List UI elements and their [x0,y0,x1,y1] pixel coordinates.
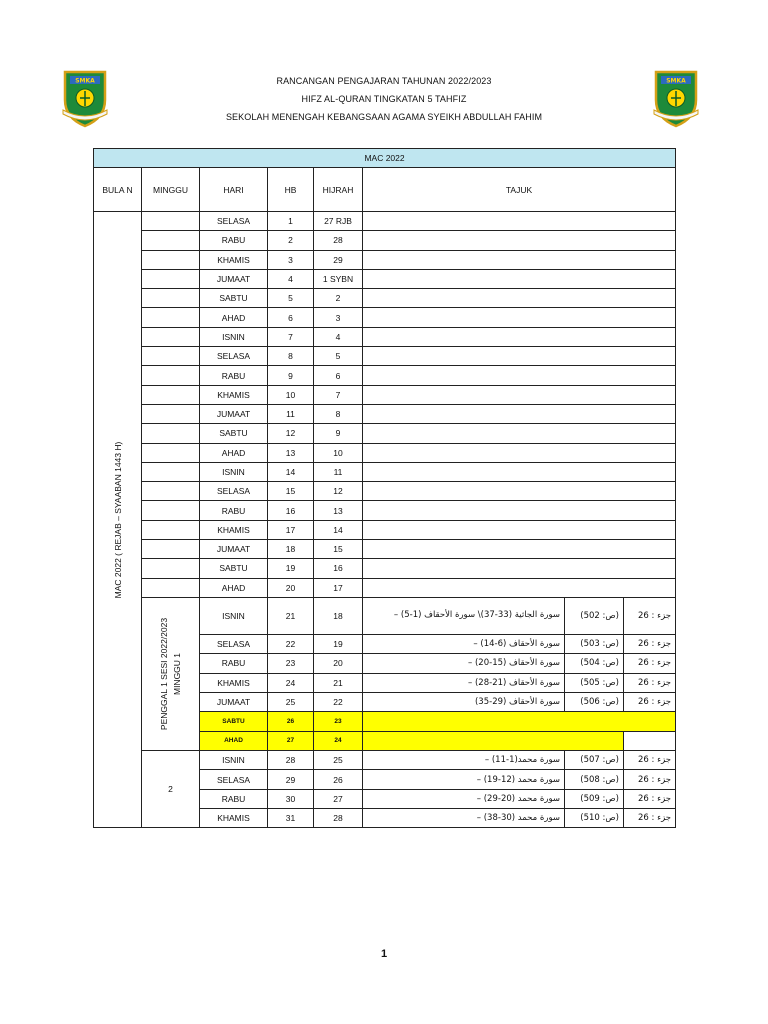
minggu-cell [142,540,200,559]
table-row [94,540,676,559]
page-cell: (ص: 504) [565,654,624,673]
table-row [94,597,676,634]
minggu-cell [142,443,200,462]
tajuk-cell [363,424,676,443]
hb-cell: 1 [268,212,314,231]
bulan-label: MAC 2022 ( REJAB – SYAABAN 1443 H) [112,441,123,598]
tajuk-cell [363,520,676,539]
minggu-cell [142,327,200,346]
minggu-1-label-wrap [144,598,197,750]
juz-cell: جزء : 26 [624,673,676,692]
hari-cell: SELASA [200,212,268,231]
hb-cell: 15 [268,482,314,501]
tajuk-cell [363,269,676,288]
bulan-cell [94,212,142,828]
minggu-cell [142,347,200,366]
hari-cell: JUMAAT [200,404,268,423]
juz-cell: جزء : 26 [624,809,676,828]
surah-cell: سورة محمد (20-29) – [363,789,565,808]
table-row [94,751,676,770]
hb-cell: 17 [268,520,314,539]
hijrah-cell: 3 [314,308,363,327]
hijrah-cell: 4 [314,327,363,346]
hb-cell: 13 [268,443,314,462]
minggu-cell [142,250,200,269]
tajuk-cell [363,385,676,404]
hb-cell: 10 [268,385,314,404]
tajuk-cell [363,289,676,308]
tajuk-cell [363,404,676,423]
minggu-cell [142,231,200,250]
table-row [94,501,676,520]
juz-cell: جزء : 26 [624,634,676,653]
hari-cell: KHAMIS [200,385,268,404]
header-hijrah: HIJRAH [314,168,363,212]
hijrah-cell: 27 [314,789,363,808]
minggu-cell [142,482,200,501]
header-hb: HB [268,168,314,212]
hari-cell: JUMAAT [200,269,268,288]
surah-cell: سورة محمد (12-19) – [363,770,565,789]
header-minggu: MINGGU [142,168,200,212]
bulan-label-wrap [96,212,139,827]
tajuk-cell [363,482,676,501]
table-row [94,231,676,250]
school-crest-logo-left [60,66,110,128]
teaching-plan-table [93,148,676,828]
hari-cell: ISNIN [200,751,268,770]
header-line-3: SEKOLAH MENENGAH KEBANGSAAN AGAMA SYEIKH ABDULLAH FAHIM [225,112,543,122]
hijrah-cell: 17 [314,578,363,597]
hijrah-cell: 13 [314,501,363,520]
hijrah-cell: 11 [314,462,363,481]
tajuk-cell [363,559,676,578]
hari-cell: SELASA [200,770,268,789]
minggu-1-label-week: MINGGU 1 [171,653,182,696]
table-row [94,482,676,501]
tajuk-cell [363,731,624,751]
surah-cell: سورة محمد(1-11) – [363,751,565,770]
hb-cell: 6 [268,308,314,327]
hari-cell: JUMAAT [200,692,268,711]
juz-cell [624,731,676,751]
minggu-cell [142,578,200,597]
hijrah-cell: 23 [314,712,363,732]
hijrah-cell: 6 [314,366,363,385]
hijrah-cell: 27 RJB [314,212,363,231]
hijrah-cell: 9 [314,424,363,443]
hari-cell: SELASA [200,634,268,653]
juz-cell: جزء : 26 [624,654,676,673]
hijrah-cell: 1 SYBN [314,269,363,288]
hari-cell: AHAD [200,443,268,462]
hijrah-cell: 2 [314,289,363,308]
tajuk-cell [363,540,676,559]
hari-cell: SABTU [200,559,268,578]
hb-cell: 27 [268,731,314,751]
juz-cell: جزء : 26 [624,692,676,711]
juz-cell: جزء : 26 [624,770,676,789]
header-line-1: RANCANGAN PENGAJARAN TAHUNAN 2022/2023 [276,76,492,86]
school-crest-logo-right [651,66,701,128]
hb-cell: 9 [268,366,314,385]
table-row [94,366,676,385]
hb-cell: 23 [268,654,314,673]
hari-cell: AHAD [200,308,268,327]
table-row [94,559,676,578]
page-cell: (ص: 503) [565,634,624,653]
minggu-1-label [158,618,184,730]
table-row [94,289,676,308]
tajuk-cell [363,308,676,327]
hb-cell: 19 [268,559,314,578]
header-line-2: HIFZ AL-QURAN TINGKATAN 5 TAHFIZ [301,94,467,104]
header-bulan: BULA N [94,168,142,212]
hb-cell: 22 [268,634,314,653]
juz-cell: جزء : 26 [624,597,676,634]
hijrah-cell: 15 [314,540,363,559]
hijrah-cell: 16 [314,559,363,578]
page-cell: (ص: 510) [565,809,624,828]
hari-cell: ISNIN [200,597,268,634]
hijrah-cell: 7 [314,385,363,404]
surah-cell: سورة الأحقاف (15-20) – [363,654,565,673]
hijrah-cell: 22 [314,692,363,711]
crest-text-left: SMKA [75,77,95,85]
minggu-cell [142,462,200,481]
hari-cell: RABU [200,366,268,385]
hb-cell: 3 [268,250,314,269]
hari-cell: ISNIN [200,327,268,346]
minggu-cell [142,212,200,231]
table-row [94,443,676,462]
minggu-cell [142,308,200,327]
hb-cell: 30 [268,789,314,808]
tajuk-cell [363,712,676,732]
hijrah-cell: 14 [314,520,363,539]
minggu-cell [142,559,200,578]
hb-cell: 16 [268,501,314,520]
table-row [94,347,676,366]
minggu-cell [142,520,200,539]
hari-cell: RABU [200,501,268,520]
tajuk-cell [363,501,676,520]
hari-cell: SABTU [200,289,268,308]
hijrah-cell: 29 [314,250,363,269]
hijrah-cell: 24 [314,731,363,751]
hb-cell: 7 [268,327,314,346]
hari-cell: SELASA [200,347,268,366]
minggu-cell [142,404,200,423]
hb-cell: 25 [268,692,314,711]
minggu-1-label-penggal: PENGGAL 1 SESI 2022/2023 [158,617,169,731]
hb-cell: 2 [268,231,314,250]
hb-cell: 18 [268,540,314,559]
hb-cell: 28 [268,751,314,770]
minggu-cell [142,289,200,308]
hb-cell: 4 [268,269,314,288]
tajuk-cell [363,462,676,481]
hari-cell: KHAMIS [200,809,268,828]
hari-cell: RABU [200,789,268,808]
table-row [94,424,676,443]
juz-cell: جزء : 26 [624,789,676,808]
hijrah-cell: 8 [314,404,363,423]
page-cell: (ص: 509) [565,789,624,808]
hb-cell: 31 [268,809,314,828]
table-row [94,269,676,288]
minggu-2-cell: 2 [142,751,200,828]
header-hari: HARI [200,168,268,212]
table-row [94,385,676,404]
page-cell: (ص: 507) [565,751,624,770]
hijrah-cell: 28 [314,231,363,250]
hari-cell: ISNIN [200,462,268,481]
table-row [94,327,676,346]
minggu-cell [142,385,200,404]
table-row [94,520,676,539]
hari-cell: KHAMIS [200,520,268,539]
hari-cell: RABU [200,654,268,673]
tajuk-cell [363,443,676,462]
table-row [94,578,676,597]
tajuk-cell [363,231,676,250]
hb-cell: 20 [268,578,314,597]
page-number: 1 [380,948,388,960]
table-row [94,212,676,231]
surah-cell: سورة محمد (30-38) – [363,809,565,828]
hijrah-cell: 18 [314,597,363,634]
hb-cell: 29 [268,770,314,789]
minggu-cell [142,366,200,385]
juz-cell: جزء : 26 [624,751,676,770]
crest-text-right: SMKA [666,77,686,85]
tajuk-cell [363,212,676,231]
hari-cell: AHAD [200,578,268,597]
hari-cell: KHAMIS [200,250,268,269]
hijrah-cell: 28 [314,809,363,828]
hari-cell: JUMAAT [200,540,268,559]
hari-cell: KHAMIS [200,673,268,692]
hijrah-cell: 5 [314,347,363,366]
tajuk-cell [363,250,676,269]
hijrah-cell: 10 [314,443,363,462]
month-title: MAC 2022 [94,149,676,168]
hb-cell: 12 [268,424,314,443]
page-cell: (ص: 505) [565,673,624,692]
hijrah-cell: 21 [314,673,363,692]
hb-cell: 14 [268,462,314,481]
tajuk-cell [363,347,676,366]
hari-cell: SABTU [200,712,268,732]
surah-cell: سورة الأحقاف (29-35) [363,692,565,711]
surah-cell: سورة الأحقاف (21-28) – [363,673,565,692]
hb-cell: 24 [268,673,314,692]
minggu-cell [142,269,200,288]
tajuk-cell [363,366,676,385]
page-cell: (ص: 506) [565,692,624,711]
tajuk-cell [363,327,676,346]
table-row [94,308,676,327]
minggu-cell [142,424,200,443]
surah-cell: سورة الأحقاف (6-14) – [363,634,565,653]
hb-cell: 21 [268,597,314,634]
hijrah-cell: 19 [314,634,363,653]
hari-cell: AHAD [200,731,268,751]
hijrah-cell: 25 [314,751,363,770]
hijrah-cell: 12 [314,482,363,501]
hb-cell: 5 [268,289,314,308]
hb-cell: 8 [268,347,314,366]
page-cell: (ص: 502) [565,597,624,634]
page-cell: (ص: 508) [565,770,624,789]
table-row [94,404,676,423]
minggu-cell [142,501,200,520]
hb-cell: 11 [268,404,314,423]
table-row [94,250,676,269]
hijrah-cell: 20 [314,654,363,673]
hijrah-cell: 26 [314,770,363,789]
hari-cell: RABU [200,231,268,250]
table-row [94,462,676,481]
hari-cell: SABTU [200,424,268,443]
tajuk-cell [363,578,676,597]
minggu-1-cell [142,597,200,750]
header-tajuk: TAJUK [363,168,676,212]
hari-cell: SELASA [200,482,268,501]
hb-cell: 26 [268,712,314,732]
document-header [150,72,618,126]
surah-cell: سورة الجاثية (33-37)\ سورة الأحقاف (1-5) – [363,597,565,634]
